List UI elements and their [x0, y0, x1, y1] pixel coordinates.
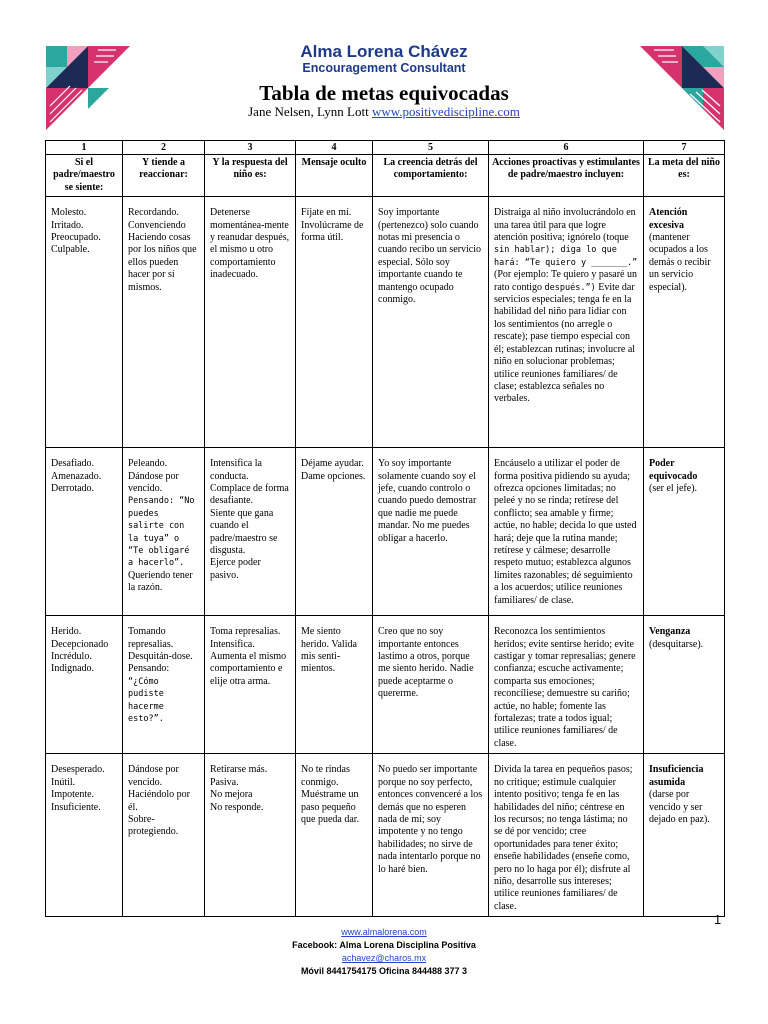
header-belief: La creencia detrás del comportamiento: [373, 155, 489, 197]
column-number: 2 [123, 141, 205, 155]
goal-detail: (desquitarse). [649, 638, 704, 650]
cell-belief [373, 754, 489, 917]
cell-actions [489, 197, 644, 448]
header-reacts: Y tiende a reaccionar: [123, 155, 205, 197]
authors-names: Jane Nelsen, Lynn Lott [248, 104, 372, 119]
cell-text: Desafiado. Amenazado. Derrotado. [51, 458, 102, 495]
handwritten-text: sin hablar); diga lo que hará: “Te quiero y _______.” [494, 245, 638, 268]
goal-detail: (ser el jefe). [649, 483, 698, 495]
cell-text: Retirarse más. Pasiva. No mejora No responde. [210, 764, 268, 813]
cell-actions [489, 754, 644, 917]
cell-feels [46, 616, 123, 754]
facebook-line: Facebook: Alma Lorena Disciplina Positiva [292, 940, 476, 950]
website-link[interactable]: www.almalorena.com [341, 927, 427, 937]
cell-text: No te rindas conmigo. Muéstrame un paso pequeño que pueda dar. [301, 764, 360, 825]
brand-subtitle: Encouragement Consultant [302, 61, 466, 75]
cell-text: Soy importante (pertenezco) solo cuando notas mi presencia o cuando recibo un servicio especial. Sólo soy importante cuando te mantengo ocupado conmigo. [378, 207, 482, 306]
cell-text: Toma represalias. Intensifica. Aumenta el mismo comportamiento e elije otra arma. [210, 626, 287, 687]
cell-reacts [123, 448, 205, 616]
page-number: 1 [714, 912, 722, 927]
handwritten-text: después.”) [544, 282, 596, 293]
cell-actions [489, 448, 644, 616]
goal-title: Insuficiencia asumida [649, 764, 704, 788]
authors-line [0, 104, 768, 120]
cell-text: Distraiga al niño involucrándolo en una tarea útil para que logre atención positiva; ignórelo (toque [494, 207, 636, 244]
cell-feels [46, 754, 123, 917]
goal-title: Atención excesiva [649, 207, 688, 231]
document-title: Tabla de metas equivocadas [259, 81, 509, 105]
cell-goal [644, 754, 725, 917]
phone-line: Móvil 8441754175 Oficina 844488 377 3 [300, 966, 468, 976]
header-feels: Si el padre/maestro se siente: [46, 155, 123, 197]
table-row [46, 448, 725, 616]
cell-text: Molesto. Irritado. Preocupado. Culpable. [51, 207, 101, 256]
column-number: 1 [46, 141, 123, 155]
cell-text: Dándose por vencido. Haciéndolo por él. Sobre-protegiendo. [128, 764, 190, 838]
table-row [46, 197, 725, 448]
goal-title: Venganza [649, 626, 691, 638]
handwritten-text: Pensando: “No puedes salirte con la tuya” o “Te obligaré a hacerlo”. [128, 496, 195, 569]
handwritten-text: “¿Cómo pudiste hacerme esto?”. [128, 676, 164, 725]
cell-message [296, 197, 373, 448]
cell-belief [373, 448, 489, 616]
email-link[interactable]: achavez@charos.mx [341, 953, 427, 963]
cell-text: Tomando represalias. Desquitán-dose. Pensando: [128, 626, 193, 675]
cell-reacts [123, 616, 205, 754]
cell-message [296, 754, 373, 917]
cell-text: Evite dar servicios especiales; tenga fe en la habilidad del niño para lidiar con los sentimientos (no arregle o rescate); pase tiempo especial con él; establezcan rutinas; involucre al niño en solucionar problemas; utilice reuniones familiares/ de clase; establezca señales no verbales. [494, 281, 636, 405]
cell-belief [373, 616, 489, 754]
header-actions: Acciones proactivas y estimulantes de padre/maestro incluyen: [489, 155, 644, 197]
cell-goal [644, 448, 725, 616]
cell-reacts [123, 197, 205, 448]
cell-text: Me siento herido. Valida mis senti-mientos. [301, 626, 357, 675]
cell-text: Intensifica la conducta. Complace de forma desafiante. Siente que gana cuando el padre/maestro se disgusta. Ejerce poder pasivo. [210, 458, 289, 581]
header-goal: La meta del niño es: [644, 155, 725, 197]
cell-text: Peleando. Dándose por vencido. [128, 458, 179, 495]
column-number: 7 [644, 141, 725, 155]
cell-actions [489, 616, 644, 754]
cell-response [205, 197, 296, 448]
column-number-row [46, 141, 725, 155]
goal-detail: (mantener ocupados a los demás o recibir un servicio especial). [649, 232, 711, 293]
goal-detail: (darse por vencido y ser dejado en paz). [649, 789, 710, 825]
header-response: Y la respuesta del niño es: [205, 155, 296, 197]
column-number: 6 [489, 141, 644, 155]
cell-text: Queriendo tener la razón. [128, 569, 193, 594]
cell-reacts [123, 754, 205, 917]
cell-goal [644, 197, 725, 448]
brand-name: Alma Lorena Chávez [300, 42, 468, 61]
cell-feels [46, 197, 123, 448]
cell-message [296, 448, 373, 616]
cell-text: Reconozca los sentimientos heridos; evite sentirse herido; evite castigar y tomar represalias; genere confianza; escuche activamente; comparta sus emociones; reconcíliese; demuestre su cariño; actúe, no hable; fomente las fortalezas; trate a todos igual; utilice reuniones familiares/ de clase. [494, 626, 636, 749]
cell-response [205, 754, 296, 917]
positive-discipline-link[interactable]: www.positivediscipline.com [371, 104, 520, 119]
table-header-row [46, 155, 725, 197]
cell-belief [373, 197, 489, 448]
table-row [46, 616, 725, 754]
cell-text: Déjame ayudar. Dame opciones. [301, 458, 366, 482]
cell-text: Herido. Decepcionado Incrédulo. Indignado. [51, 626, 109, 675]
cell-text: Fíjate en mí. Involúcrame de forma útil. [301, 207, 364, 244]
cell-goal [644, 616, 725, 754]
cell-response [205, 448, 296, 616]
cell-text: Divida la tarea en pequeños pasos; no critique; estimule cualquier intento positivo; tenga fe en las habilidades del niño; céntrese en los recursos; no tenga lástima; no se dé por vencido; cree oportunidades para tener éxito; enseñe habilidades (enseñe como, pero no lo haga por él); disfrute al niño, desarrolle sus intereses; utilice reuniones familiares/ de clase. [494, 764, 633, 912]
table-row [46, 754, 725, 917]
header-message: Mensaje oculto [296, 155, 373, 197]
cell-text: Desesperado. Inútil. Impotente. Insuficiente. [51, 764, 105, 813]
cell-text: No puedo ser importante porque no soy perfecto, entonces convenceré a los demás que no esperen nada de mí; soy impotente y no tengo habilidades; no sirve de nada intentarlo porque no lo haré bien. [378, 764, 483, 875]
cell-feels [46, 448, 123, 616]
cell-text: Yo soy importante solamente cuando soy el jefe, cuando controlo o cuando puedo demostrar que nadie me puede mandar. No me puedes obligar a hacerlo. [378, 458, 477, 544]
cell-response [205, 616, 296, 754]
column-number: 5 [373, 141, 489, 155]
footer [0, 926, 768, 978]
column-number: 3 [205, 141, 296, 155]
cell-text: Detenerse momentánea-mente y reanudar después, el mismo u otro comportamiento inadecuado. [210, 207, 290, 281]
goal-title: Poder equivocado [649, 458, 698, 482]
cell-text: Encáuselo a utilizar el poder de forma positiva pidiendo su ayuda; ofrezca opciones limitadas; no peleé y no se rinda; retírese del conflicto; sea amable y firme; actúe, no hable; decida lo que usted hará; deje que la rutina mande; retírese y cálmese; desarrolle respeto mutuo; establezca algunos límites razonables; dé seguimiento a los acuerdos; utilice reuniones familiares/ de clase. [494, 458, 637, 606]
brand-block [0, 42, 768, 76]
column-number: 4 [296, 141, 373, 155]
cell-text: (Por ejemplo: Te quiero y pasaré un rato contigo [494, 269, 637, 293]
cell-text: Creo que no soy importante entonces lastimo a otros, porque me siento herido. Nadie puede aceptarme o quererme. [378, 626, 474, 700]
mistaken-goals-table [45, 140, 725, 917]
cell-message [296, 616, 373, 754]
cell-text: Recordando. Convenciendo Haciendo cosas por los niños que ellos pueden hacer por sí mismos. [128, 207, 197, 293]
